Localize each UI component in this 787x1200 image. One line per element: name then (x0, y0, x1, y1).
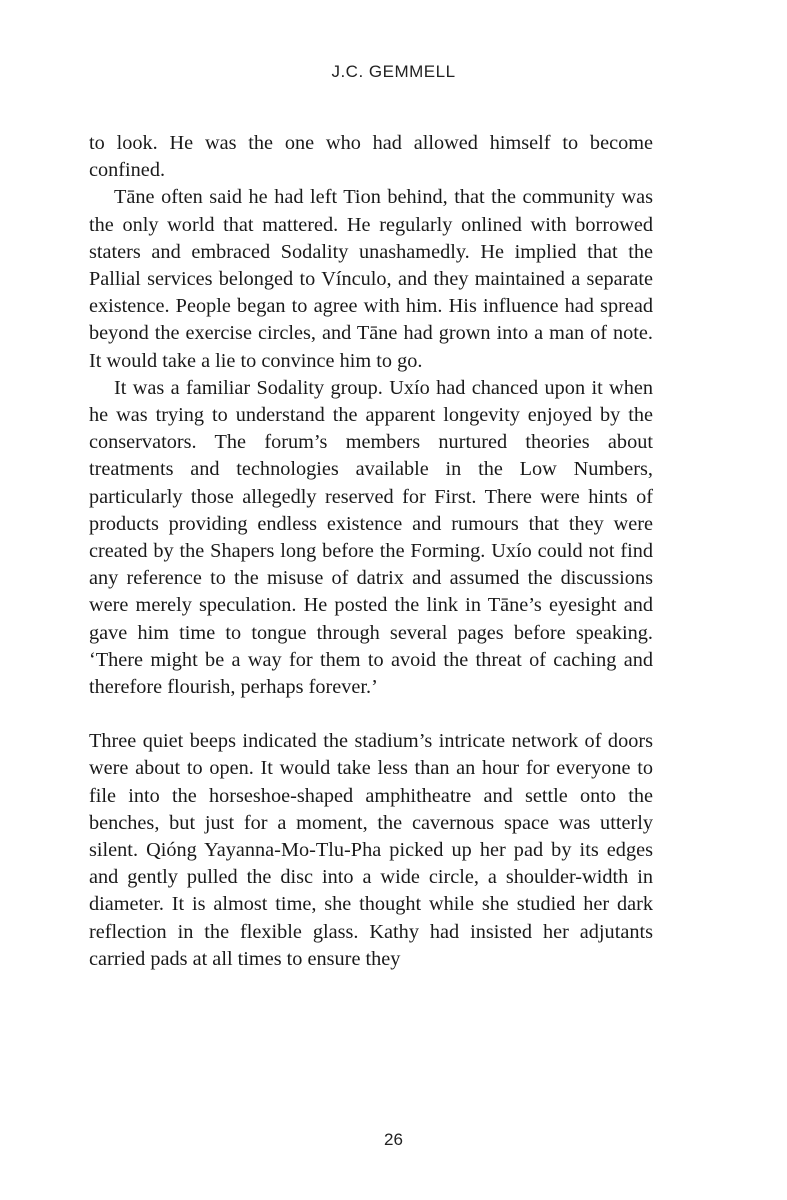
running-head-author: J.C. GEMMELL (331, 62, 456, 81)
paragraph-stadium: Three quiet beeps indicated the stadium’s intricate network of doors were about to open. It would take less than an hour for everyone to file into the horseshoe-shaped amphitheatre and settle onto the benches, but just for a moment, the cavernous space was utterly silent. Qióng Yayanna-Mo-Tlu-Pha picked up her pad by its edges and gently pulled the disc into a wide circle, a shoulder-width in diameter. It is almost time, she thought while she studied her dark reflection in the flexible glass. Kathy had insisted her adjutants carried pads at all times to ensure they (89, 730, 653, 970)
page-number: 26 (384, 1130, 403, 1149)
paragraph-tane: Tāne often said he had left Tion behind, that the community was the only world that mattered. He regularly onlined with borrowed staters and embraced Sodality unashamedly. He implied that the Pallial services belonged to Vínculo, and they maintained a separate existence. People began to agree with him. His influence had spread beyond the exercise circles, and Tāne had grown into a man of note. It would take a lie to convince him to go. (89, 186, 653, 372)
paragraph-sodality-group: It was a familiar Sodality group. Uxío had chanced upon it when he was trying to understand the apparent longevity enjoyed by the conservators. The forum’s members nurtured theories about treatments and technologies available in the Low Numbers, particularly those allegedly reserved for First. There were hints of products providing endless existence and rumours that they were created by the Shapers long before the Forming. Uxío could not find any reference to the misuse of datrix and assumed the discussions were merely speculation. He posted the link in Tāne’s eyesight and gave him time to tongue through several pages before speaking. ‘There might be a way for them to avoid the threat of caching and therefore flourish, perhaps forever.’ (89, 376, 653, 699)
body-text (89, 130, 653, 973)
paragraph-continuation: to look. He was the one who had allowed himself to become confined. (89, 132, 653, 182)
